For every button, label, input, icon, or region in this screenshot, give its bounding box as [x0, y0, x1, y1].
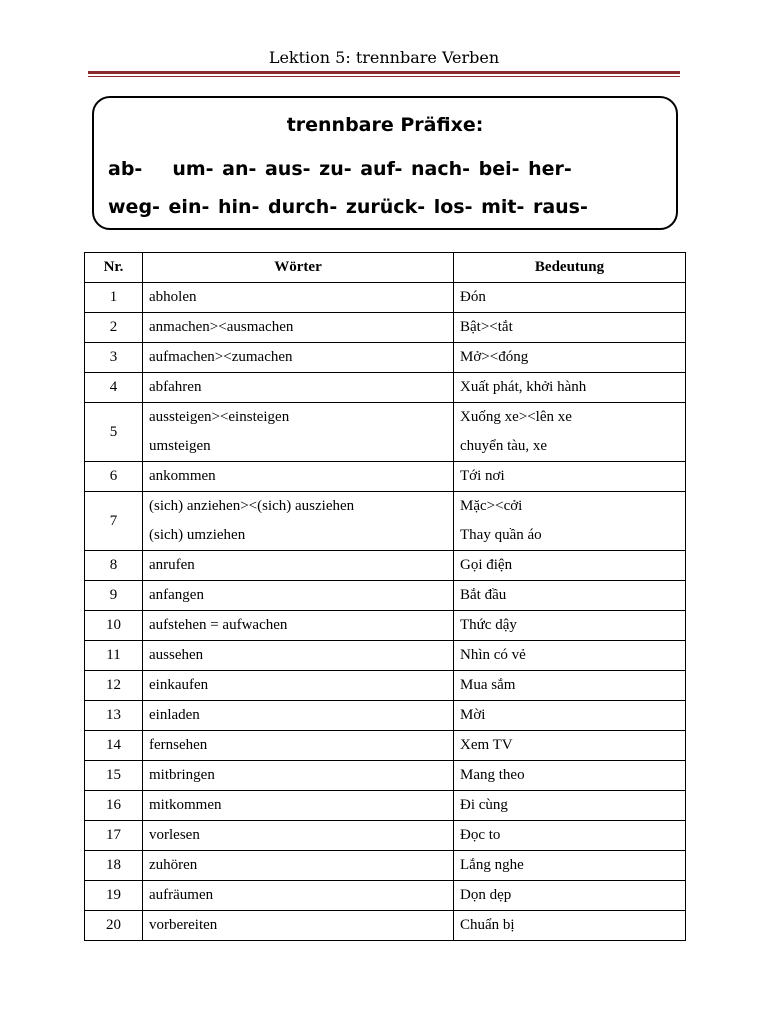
meaning-cell [454, 731, 686, 761]
word-text: aufräumen [149, 887, 214, 903]
word-cell [143, 343, 454, 373]
word-cell [143, 551, 454, 581]
word-cell [143, 403, 454, 462]
prefix-box [92, 96, 678, 230]
word-text: mitbringen [149, 767, 215, 783]
table-row [85, 611, 686, 641]
word-cell [143, 611, 454, 641]
meaning-text: Mở><đóng [460, 349, 529, 365]
word-cell [143, 821, 454, 851]
table-row [85, 313, 686, 343]
header-nr: Nr. [85, 253, 143, 283]
header-bedeutung: Bedeutung [454, 253, 686, 283]
meaning-cell [454, 701, 686, 731]
header-woerter: Wörter [143, 253, 454, 283]
meaning-cell [454, 851, 686, 881]
prefix-line-2: weg- ein- hin- durch- zurück- los- mit- raus- [108, 196, 588, 218]
table-row [85, 283, 686, 313]
word-text: aussteigen><einsteigen [149, 409, 290, 425]
prefix-box-heading: trennbare Präfixe: [286, 114, 484, 136]
meaning-text: Bật><tắt [460, 319, 513, 335]
table-row [85, 851, 686, 881]
row-number: 17 [85, 821, 143, 851]
table-row [85, 373, 686, 403]
word-cell [143, 881, 454, 911]
word-text: ankommen [149, 468, 216, 484]
table-row [85, 881, 686, 911]
word-text: (sich) anziehen><(sich) ausziehen [149, 498, 355, 514]
table-row [85, 551, 686, 581]
meaning-cell [454, 581, 686, 611]
word-text: anrufen [149, 557, 195, 573]
prefix-line-1-first: ab- [108, 158, 143, 180]
meaning-text: Đi cùng [460, 797, 508, 813]
table-row [85, 761, 686, 791]
meaning-text: Thay quần áo [460, 527, 542, 543]
table-row [85, 343, 686, 373]
meaning-text: Chuẩn bị [460, 917, 515, 933]
word-text: einladen [149, 707, 200, 723]
meaning-text: Dọn dẹp [460, 887, 512, 903]
row-number: 4 [85, 373, 143, 403]
word-text: fernsehen [149, 737, 208, 753]
meaning-cell [454, 492, 686, 551]
meaning-cell [454, 791, 686, 821]
meaning-text: Xem TV [460, 737, 513, 753]
table-row [85, 821, 686, 851]
word-cell [143, 641, 454, 671]
table-header-row [85, 253, 686, 283]
meaning-text: chuyển tàu, xe [460, 438, 548, 454]
word-text: zuhören [149, 857, 198, 873]
row-number: 6 [85, 462, 143, 492]
prefix-line-1 [108, 158, 572, 180]
word-cell [143, 313, 454, 343]
row-number: 15 [85, 761, 143, 791]
word-text: anfangen [149, 587, 204, 603]
row-number: 16 [85, 791, 143, 821]
word-cell [143, 671, 454, 701]
word-text: anmachen><ausmachen [149, 319, 294, 335]
row-number: 5 [85, 403, 143, 462]
word-text: mitkommen [149, 797, 222, 813]
word-text: abfahren [149, 379, 202, 395]
row-number: 10 [85, 611, 143, 641]
meaning-cell [454, 821, 686, 851]
row-number: 14 [85, 731, 143, 761]
row-number: 1 [85, 283, 143, 313]
table-row [85, 671, 686, 701]
word-cell [143, 791, 454, 821]
word-cell [143, 851, 454, 881]
meaning-cell [454, 373, 686, 403]
meaning-text: Mang theo [460, 767, 525, 783]
row-number: 8 [85, 551, 143, 581]
table-row [85, 791, 686, 821]
meaning-text: Thức dậy [460, 617, 517, 633]
meaning-cell [454, 761, 686, 791]
meaning-text: Tới nơi [460, 468, 505, 484]
meaning-cell [454, 343, 686, 373]
table-body [85, 283, 686, 941]
meaning-cell [454, 641, 686, 671]
meaning-text: Mời [460, 707, 486, 723]
row-number: 11 [85, 641, 143, 671]
row-number: 7 [85, 492, 143, 551]
word-cell [143, 492, 454, 551]
row-number: 18 [85, 851, 143, 881]
meaning-cell [454, 283, 686, 313]
row-number: 2 [85, 313, 143, 343]
row-number: 9 [85, 581, 143, 611]
word-text: aussehen [149, 647, 204, 663]
word-text: (sich) umziehen [149, 527, 246, 543]
meaning-cell [454, 611, 686, 641]
word-text: abholen [149, 289, 197, 305]
meaning-text: Mua sắm [460, 677, 516, 693]
word-cell [143, 373, 454, 403]
row-number: 12 [85, 671, 143, 701]
row-number: 13 [85, 701, 143, 731]
word-text: vorbereiten [149, 917, 218, 933]
table-row [85, 581, 686, 611]
title-rule-thin [88, 76, 680, 77]
meaning-text: Nhìn có vẻ [460, 647, 526, 663]
word-text: aufstehen = aufwachen [149, 617, 288, 633]
word-cell [143, 462, 454, 492]
meaning-text: Lắng nghe [460, 857, 524, 873]
word-text: aufmachen><zumachen [149, 349, 293, 365]
page-title: Lektion 5: trennbare Verben [268, 48, 500, 67]
meaning-cell [454, 911, 686, 941]
word-text: umsteigen [149, 438, 211, 454]
word-cell [143, 911, 454, 941]
word-cell [143, 581, 454, 611]
row-number: 19 [85, 881, 143, 911]
word-text: vorlesen [149, 827, 200, 843]
word-cell [143, 761, 454, 791]
meaning-cell [454, 881, 686, 911]
word-text: einkaufen [149, 677, 209, 693]
meaning-text: Bắt đầu [460, 587, 507, 603]
title-rule-thick [88, 71, 680, 74]
meaning-cell [454, 462, 686, 492]
meaning-text: Xuất phát, khởi hành [460, 379, 587, 395]
table-row [85, 911, 686, 941]
meaning-cell [454, 403, 686, 462]
meaning-text: Gọi điện [460, 557, 513, 573]
table-row [85, 701, 686, 731]
meaning-cell [454, 671, 686, 701]
vocabulary-table [84, 252, 686, 941]
meaning-cell [454, 313, 686, 343]
table-row [85, 462, 686, 492]
table-row [85, 641, 686, 671]
meaning-text: Xuống xe><lên xe [460, 409, 572, 425]
row-number: 20 [85, 911, 143, 941]
meaning-text: Đọc to [460, 827, 501, 843]
meaning-cell [454, 551, 686, 581]
word-cell [143, 701, 454, 731]
table-row [85, 403, 686, 462]
word-cell [143, 731, 454, 761]
table-row [85, 492, 686, 551]
row-number: 3 [85, 343, 143, 373]
table-row [85, 731, 686, 761]
prefix-line-1-rest: um- an- aus- zu- auf- nach- bei- her- [172, 158, 572, 180]
meaning-text: Mặc><cởi [460, 498, 523, 514]
word-cell [143, 283, 454, 313]
meaning-text: Đón [460, 289, 486, 305]
